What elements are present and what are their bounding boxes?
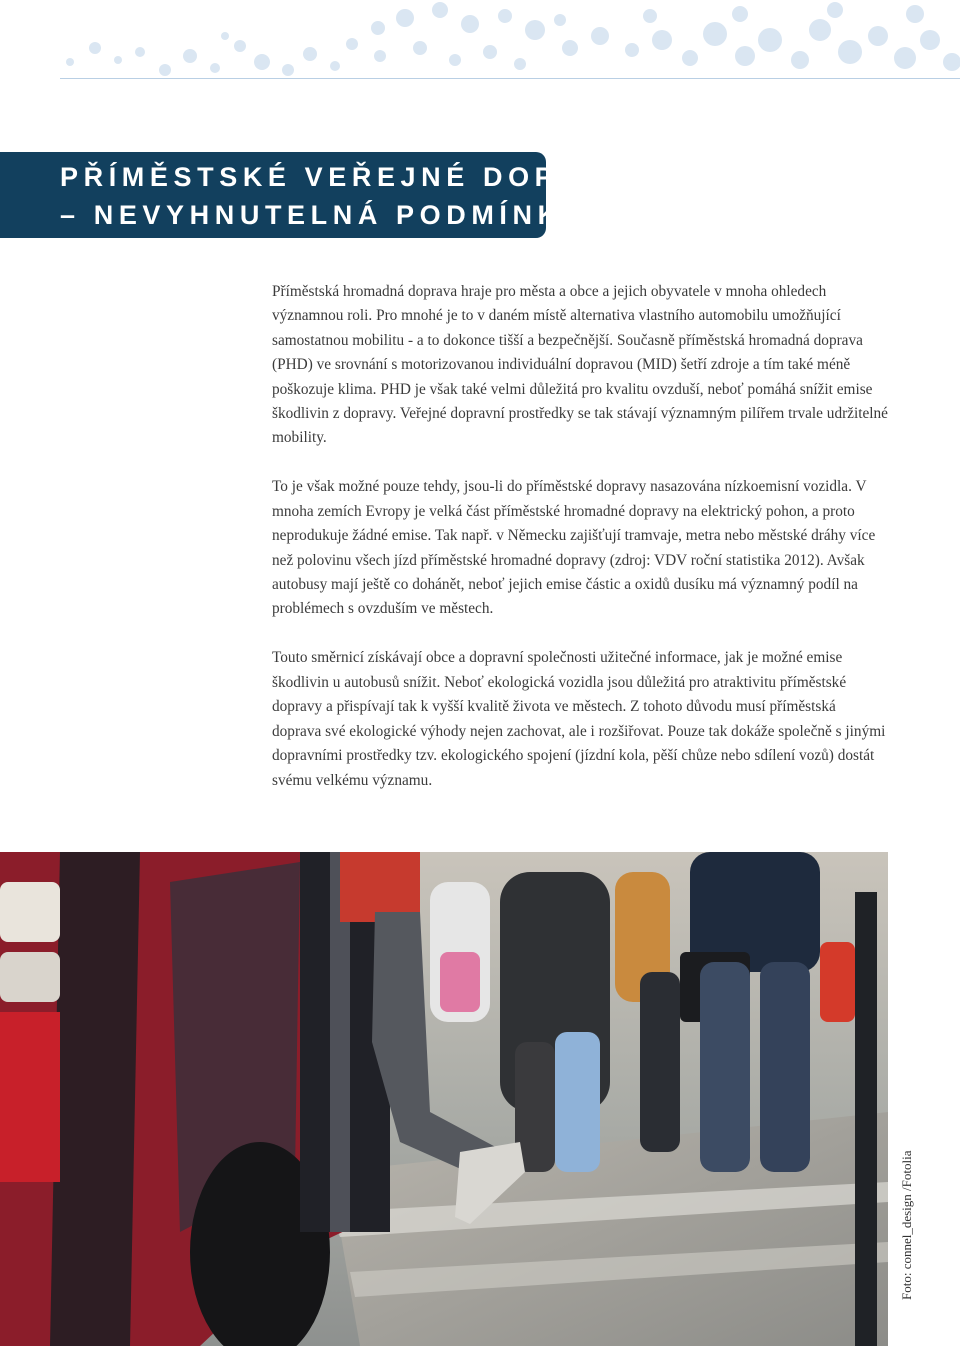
title-banner: [0, 152, 654, 238]
paragraph-2: To je však možné pouze tehdy, jsou-li do příměstské dopravy nasazována nízkoemisní vozidla. V mnoha zemích Evropy je velká část příměstské hromadné dopravy na elektrický pohon, a proto neprodukuje žádné emise. Tak např. v Německu zajišťují tramvaje, metra nebo městské dráhy více než polovinu všech jízd příměstské hromadné dopravy (zdroj: VDV roční statistika 2012). Avšak autobusy mají ještě co dohánět, neboť jejich emise částic a oxidů dusíku má významný podíl na problémech s ovzduším ve městech.: [272, 478, 876, 618]
photo-credit: Foto: connel_design /Fotolia: [899, 1150, 914, 1300]
paragraph-3: Touto směrnicí získávají obce a dopravní společnosti užitečné informace, jak je možné emise škodlivin u autobusů snížit. Neboť ekologická vozidla jsou důležitá pro atraktivitu příměstské dopravy a přispívají tak k vyšší kvalitě života ve městech. Z tohoto důvodu musí příměstská doprava své ekologické výhody nejen zachovat, ale i rozšiřovat. Pouze tak dokáže společně s jinými dopravními prostředky tzv. ekologického spojení (jízdní kola, pěší chůze nebo sdílení vozů) dostát svému velkému významu.: [272, 649, 886, 789]
body-text: [272, 280, 888, 818]
header-rule: [60, 78, 960, 79]
page-title-line-1: PŘÍMĚSTSKÉ VEŘEJNÉ DOPRAVY: [60, 162, 654, 192]
bus-stop-photo: [0, 852, 888, 1346]
paragraph-1: Příměstská hromadná doprava hraje pro města a obce a jejich obyvatele v mnoha ohledech významnou roli. Pro mnohé je to v daném místě alternativa vlastního automobilu umožňující samostatnou mobilitu - a to dokonce tišší a bezpečnější. Současně příměstská hromadná doprava (PHD) ve srovnání s motorizovanou individuální dopravou (MID) šetří zdroje a tím také méně poškozuje klima. PHD je však také velmi důležitá pro kvalitu ovzduší, neboť pomáhá snížit emise škodlivin z dopravy. Veřejné dopravní prostředky se tak stávají významným pilířem trvale udržitelné mobility.: [272, 283, 888, 447]
stop-pole: [855, 892, 877, 1346]
page-title-line-2: – NEVYHNUTELNÁ PODMÍNKA: [60, 200, 588, 230]
bus-stop-illustration: [0, 852, 888, 1346]
decorative-dot-pattern: [0, 0, 960, 90]
